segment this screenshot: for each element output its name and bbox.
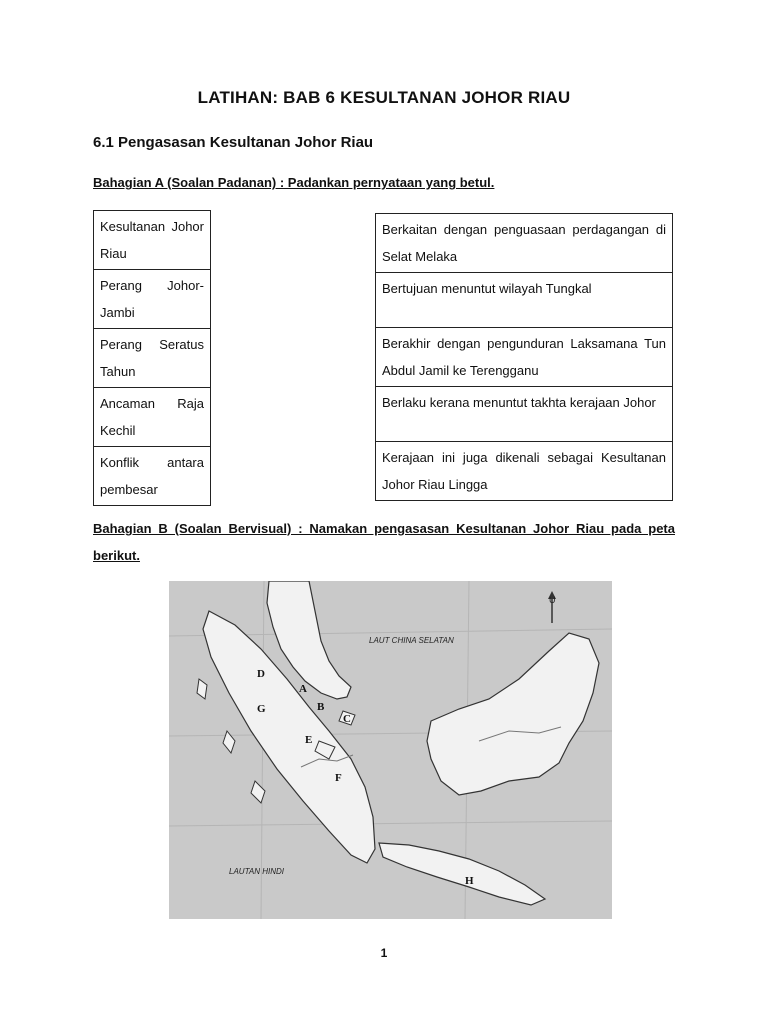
java-landmass <box>379 843 545 905</box>
north-label: U <box>549 595 556 605</box>
left-item[interactable]: Perang Johor-Jambi <box>94 270 211 329</box>
region-map <box>169 581 612 919</box>
right-item[interactable]: Berkaitan dengan penguasaan perdagangan di Selat Melaka <box>376 214 673 273</box>
map-point-e: E <box>305 734 313 746</box>
right-item[interactable]: Berakhir dengan pengunduran Laksamana Tun Abdul Jamil ke Terengganu <box>376 328 673 387</box>
map-point-g: G <box>257 703 266 715</box>
map-point-b: B <box>317 701 325 713</box>
map-point-c: C <box>343 713 351 725</box>
sea-label-south-china-sea: LAUT CHINA SELATAN <box>369 636 454 645</box>
map-point-h: H <box>465 875 474 887</box>
left-item[interactable]: Perang Seratus Tahun <box>94 329 211 388</box>
left-item[interactable]: Kesultanan Johor Riau <box>94 211 211 270</box>
borneo-landmass <box>427 633 599 795</box>
map-point-a: A <box>299 683 307 695</box>
right-item[interactable]: Bertujuan menuntut wilayah Tungkal <box>376 273 673 328</box>
map-point-d: D <box>257 668 265 680</box>
part-a-instruction: Bahagian A (Soalan Padanan) : Padankan pernyataan yang betul. <box>93 175 495 190</box>
west-island <box>251 781 265 803</box>
page-number: 1 <box>380 946 388 960</box>
west-island <box>197 679 207 699</box>
left-matching-table <box>93 210 211 506</box>
map-point-f: F <box>335 772 342 784</box>
worksheet-title: LATIHAN: BAB 6 KESULTANAN JOHOR RIAU <box>197 88 571 107</box>
west-island <box>223 731 235 753</box>
left-item[interactable]: Ancaman Raja Kechil <box>94 388 211 447</box>
right-item[interactable]: Kerajaan ini juga dikenali sebagai Kesultanan Johor Riau Lingga <box>376 442 673 501</box>
right-matching-table <box>375 213 673 501</box>
right-item[interactable]: Berlaku kerana menuntut takhta kerajaan Johor <box>376 387 673 442</box>
sea-label-indian-ocean: LAUTAN HINDI <box>229 867 284 876</box>
left-item[interactable]: Konflik antara pembesar <box>94 447 211 506</box>
section-heading: 6.1 Pengasasan Kesultanan Johor Riau <box>93 134 374 151</box>
part-b-instruction: Bahagian B (Soalan Bervisual) : Namakan pengasasan Kesultanan Johor Riau pada peta berikut. <box>93 521 675 563</box>
